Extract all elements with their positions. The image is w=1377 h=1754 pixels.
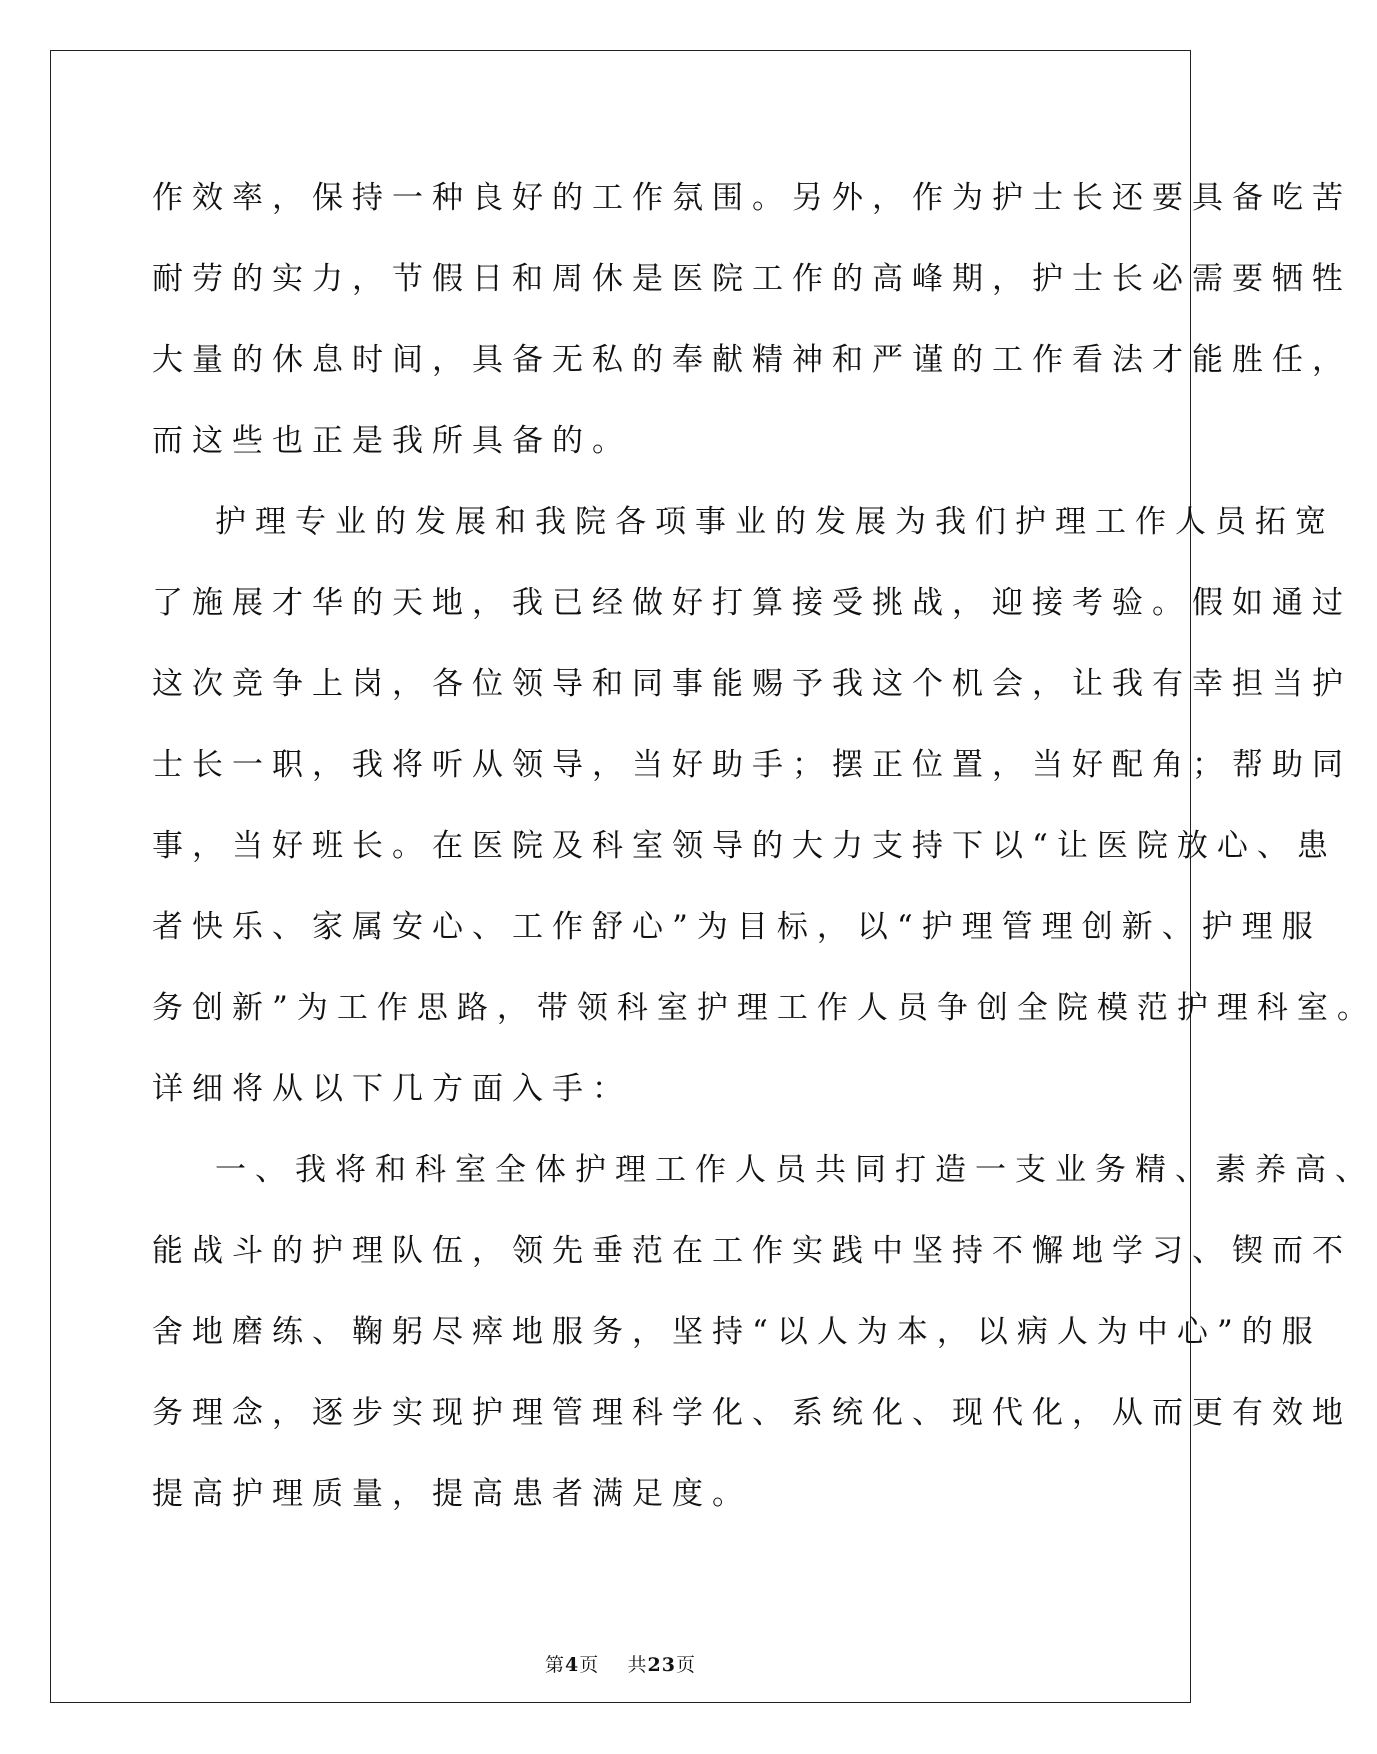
text-line: 者快乐、家属安心、工作舒心”为目标，以“护理管理创新、护理服 bbox=[152, 909, 1322, 945]
total-prefix: 共 bbox=[627, 1654, 648, 1676]
total-pages: 23 bbox=[647, 1654, 676, 1676]
text-line: 务理念，逐步实现护理管理科学化、系统化、现代化，从而更有效地 bbox=[152, 1395, 1352, 1431]
page-suffix: 页 bbox=[579, 1654, 600, 1676]
text-line: 提高护理质量，提高患者满足度。 bbox=[152, 1476, 752, 1512]
text-line: 了施展才华的天地，我已经做好打算接受挑战，迎接考验。假如通过 bbox=[152, 585, 1352, 621]
paragraph-first-line: 一、我将和科室全体护理工作人员共同打造一支业务精、素养高、 bbox=[215, 1152, 1375, 1188]
text-line: 详细将从以下几方面入手： bbox=[152, 1071, 632, 1107]
text-line: 能战斗的护理队伍，领先垂范在工作实践中坚持不懈地学习、锲而不 bbox=[152, 1233, 1352, 1269]
text-line: 这次竞争上岗，各位领导和同事能赐予我这个机会，让我有幸担当护 bbox=[152, 666, 1352, 702]
text-line: 事，当好班长。在医院及科室领导的大力支持下以“让医院放心、患 bbox=[152, 828, 1337, 864]
text-line: 大量的休息时间，具备无私的奉献精神和严谨的工作看法才能胜任， bbox=[152, 342, 1352, 378]
text-line: 舍地磨练、鞠躬尽瘁地服务，坚持“以人为本，以病人为中心”的服 bbox=[152, 1314, 1322, 1350]
total-suffix: 页 bbox=[675, 1654, 696, 1676]
page-footer bbox=[0, 1650, 1241, 1677]
document-body bbox=[152, 158, 1377, 1535]
text-line: 耐劳的实力，节假日和周休是医院工作的高峰期，护士长必需要牺牲 bbox=[152, 261, 1352, 297]
page-prefix: 第 bbox=[545, 1654, 566, 1676]
text-line: 作效率，保持一种良好的工作氛围。另外，作为护士长还要具备吃苦 bbox=[152, 180, 1352, 216]
text-line: 而这些也正是我所具备的。 bbox=[152, 423, 632, 459]
paragraph-first-line: 护理专业的发展和我院各项事业的发展为我们护理工作人员拓宽 bbox=[215, 504, 1335, 540]
page-number: 4 bbox=[565, 1654, 580, 1676]
text-line: 务创新”为工作思路，带领科室护理工作人员争创全院模范护理科室。 bbox=[152, 990, 1377, 1026]
text-line: 士长一职，我将听从领导，当好助手；摆正位置，当好配角；帮助同 bbox=[152, 747, 1352, 783]
